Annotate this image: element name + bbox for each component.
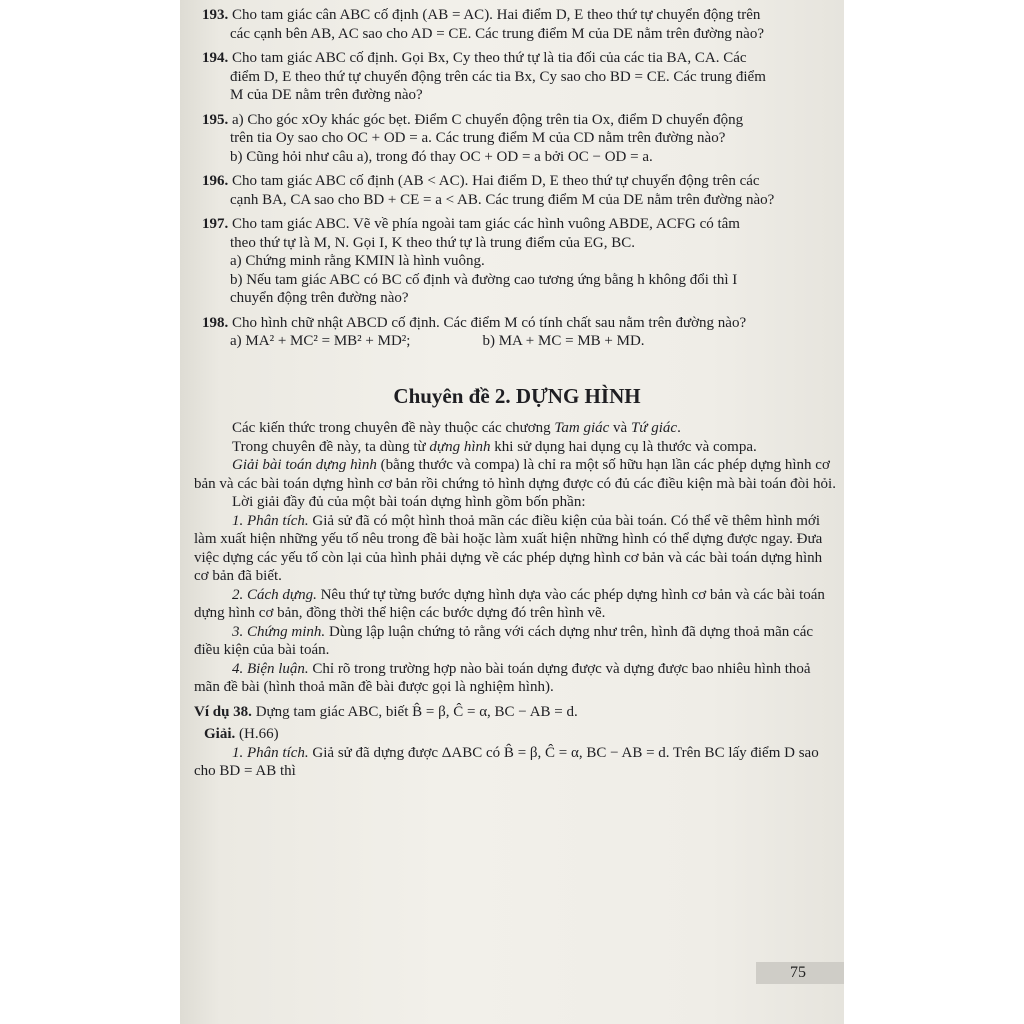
problem-line: Cho tam giác ABC cố định (AB < AC). Hai điểm D, E theo thứ tự chuyển động trên các: [232, 173, 760, 189]
problem-line: trên tia Oy sao cho OC + OD = a. Các trung điểm M của CD nằm trên đường nào?: [230, 130, 726, 146]
problem-line: Cho tam giác ABC cố định. Gọi Bx, Cy theo thứ tự là tia đối của các tia BA, CA. Các: [232, 50, 747, 66]
page-number: 75: [790, 964, 806, 981]
problem-number: 196.: [202, 173, 229, 189]
step-paragraph: [194, 512, 840, 586]
step-paragraph: [194, 623, 840, 660]
problem-line: chuyển động trên đường nào?: [230, 290, 409, 306]
step-label: 3. Chứng minh.: [232, 623, 326, 640]
figure-reference: (H.66): [235, 726, 279, 742]
problem-line: Cho tam giác cân ABC cố định (AB = AC). Hai điểm D, E theo thứ tự chuyển động trên: [232, 7, 761, 23]
problem-198: [194, 314, 840, 351]
page-content: [194, 6, 840, 781]
text-emphasis: Giải bài toán dựng hình: [232, 457, 377, 473]
text-emphasis: dựng hình: [429, 438, 491, 455]
step-paragraph: [194, 586, 840, 623]
problem-number: 193.: [202, 7, 229, 23]
example-title: Ví dụ 38.: [194, 703, 252, 720]
problem-line: theo thứ tự là M, N. Gọi I, K theo thứ tự là trung điểm của EG, BC.: [230, 234, 635, 251]
problem-line: Cho tam giác ABC. Vẽ về phía ngoài tam giác các hình vuông ABDE, ACFG có tâm: [232, 216, 740, 232]
problem-part-b: b) MA + MC = MB + MD.: [482, 333, 645, 349]
step-text: Chỉ rõ trong trường hợp nào bài toán dựng được và dựng được bao nhiêu hình thoả mãn đề bài (hình thoả mãn đề bài được gọi là nghiệm hình).: [194, 660, 811, 695]
intro-paragraph: [194, 419, 840, 438]
intro-paragraph: Lời giải đầy đủ của một bài toán dựng hình gồm bốn phần:: [232, 494, 586, 510]
problem-193: [194, 6, 840, 43]
problem-line: các cạnh bên AB, AC sao cho AD = CE. Các trung điểm M của DE nằm trên đường nào?: [230, 25, 764, 42]
problem-part-a: a) MA² + MC² = MB² + MD²;: [230, 333, 411, 349]
problem-line: cạnh BA, CA sao cho BD + CE = a < AB. Các trung điểm M của DE nằm trên đường nào?: [230, 191, 775, 208]
text-run: Các kiến thức trong chuyên đề này thuộc các chương: [232, 420, 555, 436]
step-text: Dùng lập luận chứng tỏ rằng với cách dựng như trên, hình đã dựng thoả mãn các điều kiện của bài toán.: [194, 623, 814, 658]
step-text: Giả sử đã dựng được ΔABC có B̂ = β, Ĉ = α, BC − AB = d. Trên BC lấy điểm D sao cho BD = AB thì: [194, 744, 819, 779]
step-label: 1. Phân tích.: [232, 512, 309, 529]
problem-number: 197.: [202, 216, 229, 232]
step-text: Giả sử đã có một hình thoả mãn các điều kiện của bài toán. Có thể vẽ thêm hình mới làm xuất hiện những yếu tố nêu trong đề bài hoặc làm xuất hiện những hình có thể dựng được ngay. Đưa việc dựng các yếu tố còn lại của hình phải dựng về các phép dựng hình cơ bản và các bài toán dựng hình cơ bản đã biết.: [194, 512, 823, 584]
step-label: 1. Phân tích.: [232, 744, 309, 761]
step-paragraph: [194, 660, 840, 697]
problem-line: Cho hình chữ nhật ABCD cố định. Các điểm M có tính chất sau nằm trên đường nào?: [232, 314, 747, 331]
text-emphasis: Tứ giác: [630, 420, 678, 436]
section-title: Chuyên đề 2. DỰNG HÌNH: [393, 383, 641, 408]
problem-line: a) Chứng minh rằng KMIN là hình vuông.: [230, 253, 485, 269]
text-run: và: [609, 420, 631, 436]
problem-line: M của DE nằm trên đường nào?: [230, 87, 423, 103]
example-heading: [194, 703, 840, 722]
step-label: 2. Cách dựng.: [232, 586, 317, 603]
problem-194: [194, 49, 840, 105]
example-text: Dựng tam giác ABC, biết B̂ = β, Ĉ = α, BC − AB = d.: [251, 703, 578, 720]
problem-line: a) Cho góc xOy khác góc bẹt. Điểm C chuyển động trên tia Ox, điểm D chuyển động: [232, 111, 744, 128]
problem-line: b) Cũng hỏi như câu a), trong đó thay OC + OD = a bởi OC − OD = a.: [230, 148, 653, 165]
problem-number: 198.: [202, 314, 229, 331]
problem-195: [194, 111, 840, 167]
analysis-paragraph: [194, 744, 840, 781]
text-run: Trong chuyên đề này, ta dùng từ: [232, 438, 430, 455]
problem-number: 195.: [202, 111, 229, 128]
problem-line: b) Nếu tam giác ABC có BC cố định và đường cao tương ứng bằng h không đổi thì I: [230, 271, 738, 288]
solution-label: Giải.: [204, 726, 236, 742]
step-text: Nêu thứ tự từng bước dựng hình dựa vào các phép dựng hình cơ bản và các bài toán dựng hình cơ bản, đồng thời thể hiện các bước dựng đó trên hình vẽ.: [194, 586, 825, 621]
solution-heading: [194, 725, 840, 744]
intro-paragraph: [194, 456, 840, 493]
problem-197: [194, 215, 840, 308]
problem-number: 194.: [202, 50, 229, 66]
problem-line: điểm D, E theo thứ tự chuyển động trên các tia Bx, Cy sao cho BD = CE. Các trung điểm: [230, 68, 766, 85]
text-run: .: [677, 420, 681, 436]
book-page: [180, 0, 844, 1024]
text-emphasis: Tam giác: [554, 420, 610, 436]
problem-196: [194, 172, 840, 209]
text-run: khi sử dụng hai dụng cụ là thước và compa.: [490, 438, 757, 455]
text-run: (bằng thước và compa) là chỉ ra một số hữu hạn lần các phép dựng hình cơ bản và các bài toán dựng hình cơ bản rồi chứng tỏ hình dựng được có đủ các điều kiện mà bài toán đòi hỏi.: [194, 457, 836, 492]
step-label: 4. Biện luận.: [232, 660, 309, 677]
intro-paragraph: [194, 438, 840, 457]
